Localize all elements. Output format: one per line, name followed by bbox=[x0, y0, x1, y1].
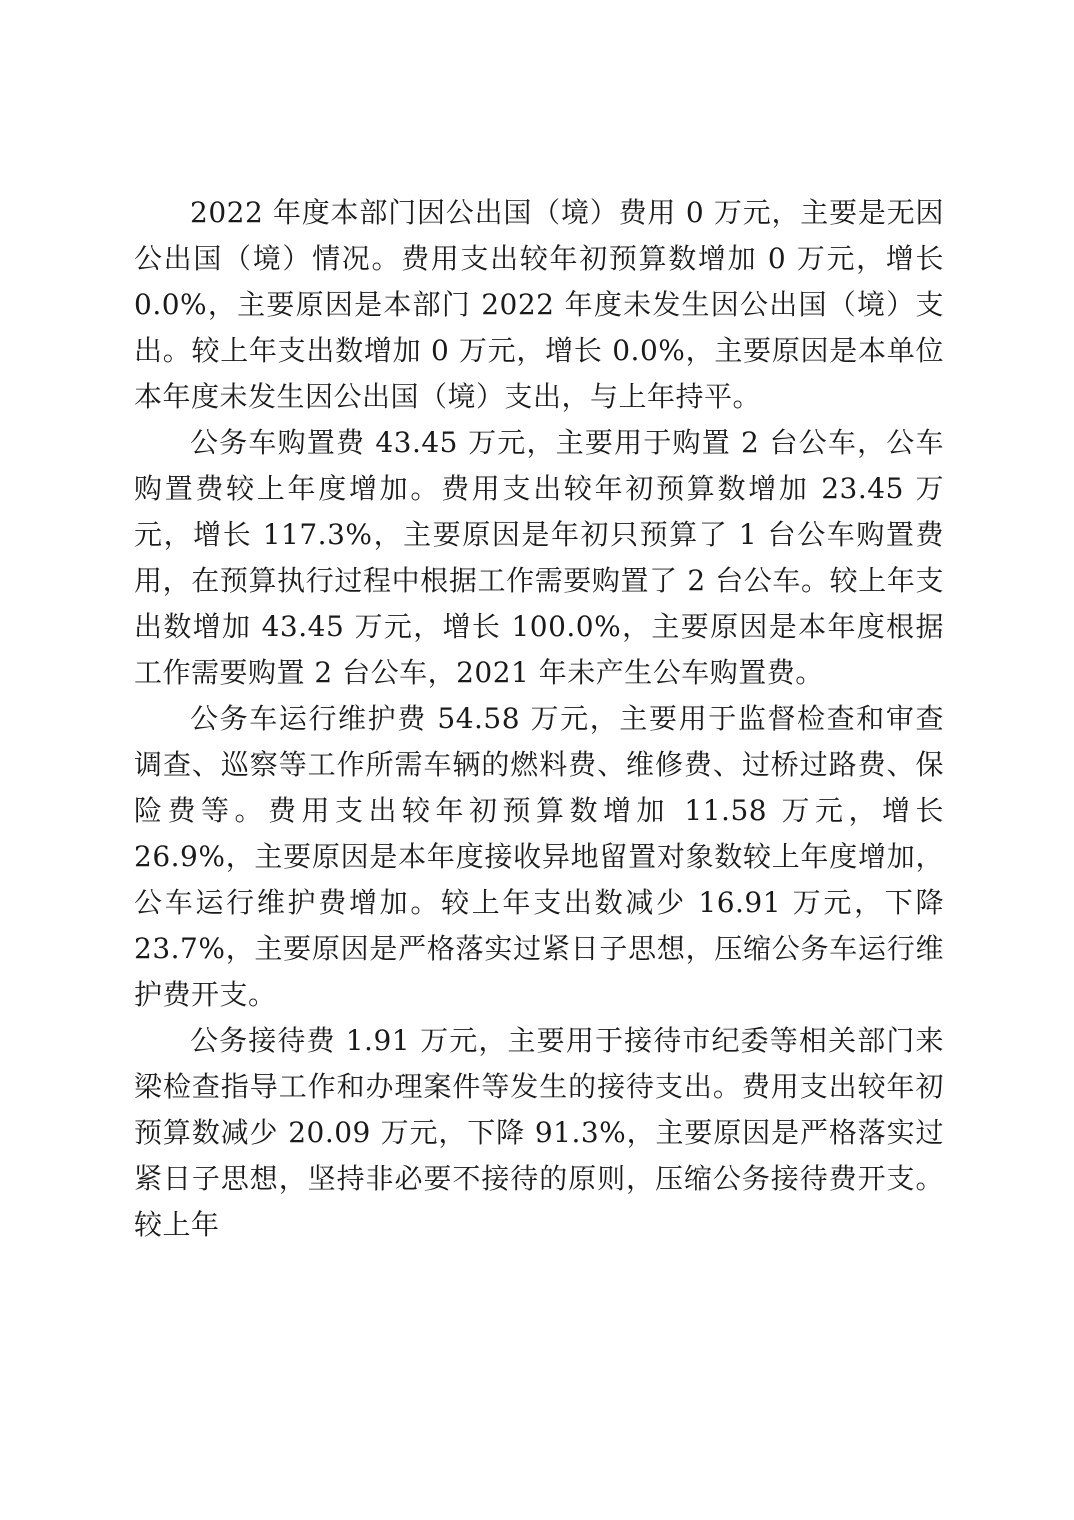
paragraph-overseas-travel: 2022 年度本部门因公出国（境）费用 0 万元，主要是无因公出国（境）情况。费用支出较年初预算数增加 0 万元，增长 0.0%，主要原因是本部门 2022 年度未发生因公出国（境）支出。较上年支出数增加 0 万元，增长 0.0%，主要原因是本单位本年度未发生因公出国（境）支出，与上年持平。 bbox=[134, 196, 944, 413]
paragraph-reception: 公务接待费 1.91 万元，主要用于接待市纪委等相关部门来梁检查指导工作和办理案件等发生的接待支出。费用支出较年初预算数减少 20.09 万元，下降 91.3%，主要原因是严格落实过紧日子思想，坚持非必要不接待的原则，压缩公务接待费开支。较上年 bbox=[134, 1024, 944, 1241]
paragraph-vehicle-purchase: 公务车购置费 43.45 万元，主要用于购置 2 台公车，公车购置费较上年度增加。费用支出较年初预算数增加 23.45 万元，增长 117.3%，主要原因是年初只预算了 1 台公车购置费用，在预算执行过程中根据工作需要购置了 2 台公车。较上年支出数增加 43.45 万元，增长 100.0%，主要原因是本年度根据工作需要购置 2 台公车，2021 年未产生公车购置费。 bbox=[134, 426, 944, 689]
paragraph-vehicle-maintenance: 公务车运行维护费 54.58 万元，主要用于监督检查和审查调查、巡察等工作所需车辆的燃料费、维修费、过桥过路费、保险费等。费用支出较年初预算数增加 11.58 万元，增长 26.9%，主要原因是本年度接收异地留置对象数较上年度增加，公车运行维护费增加。较上年支出数减少 16.91 万元，下降 23.7%，主要原因是严格落实过紧日子思想，压缩公务车运行维护费开支。 bbox=[134, 702, 944, 1011]
document-body bbox=[134, 190, 944, 1248]
